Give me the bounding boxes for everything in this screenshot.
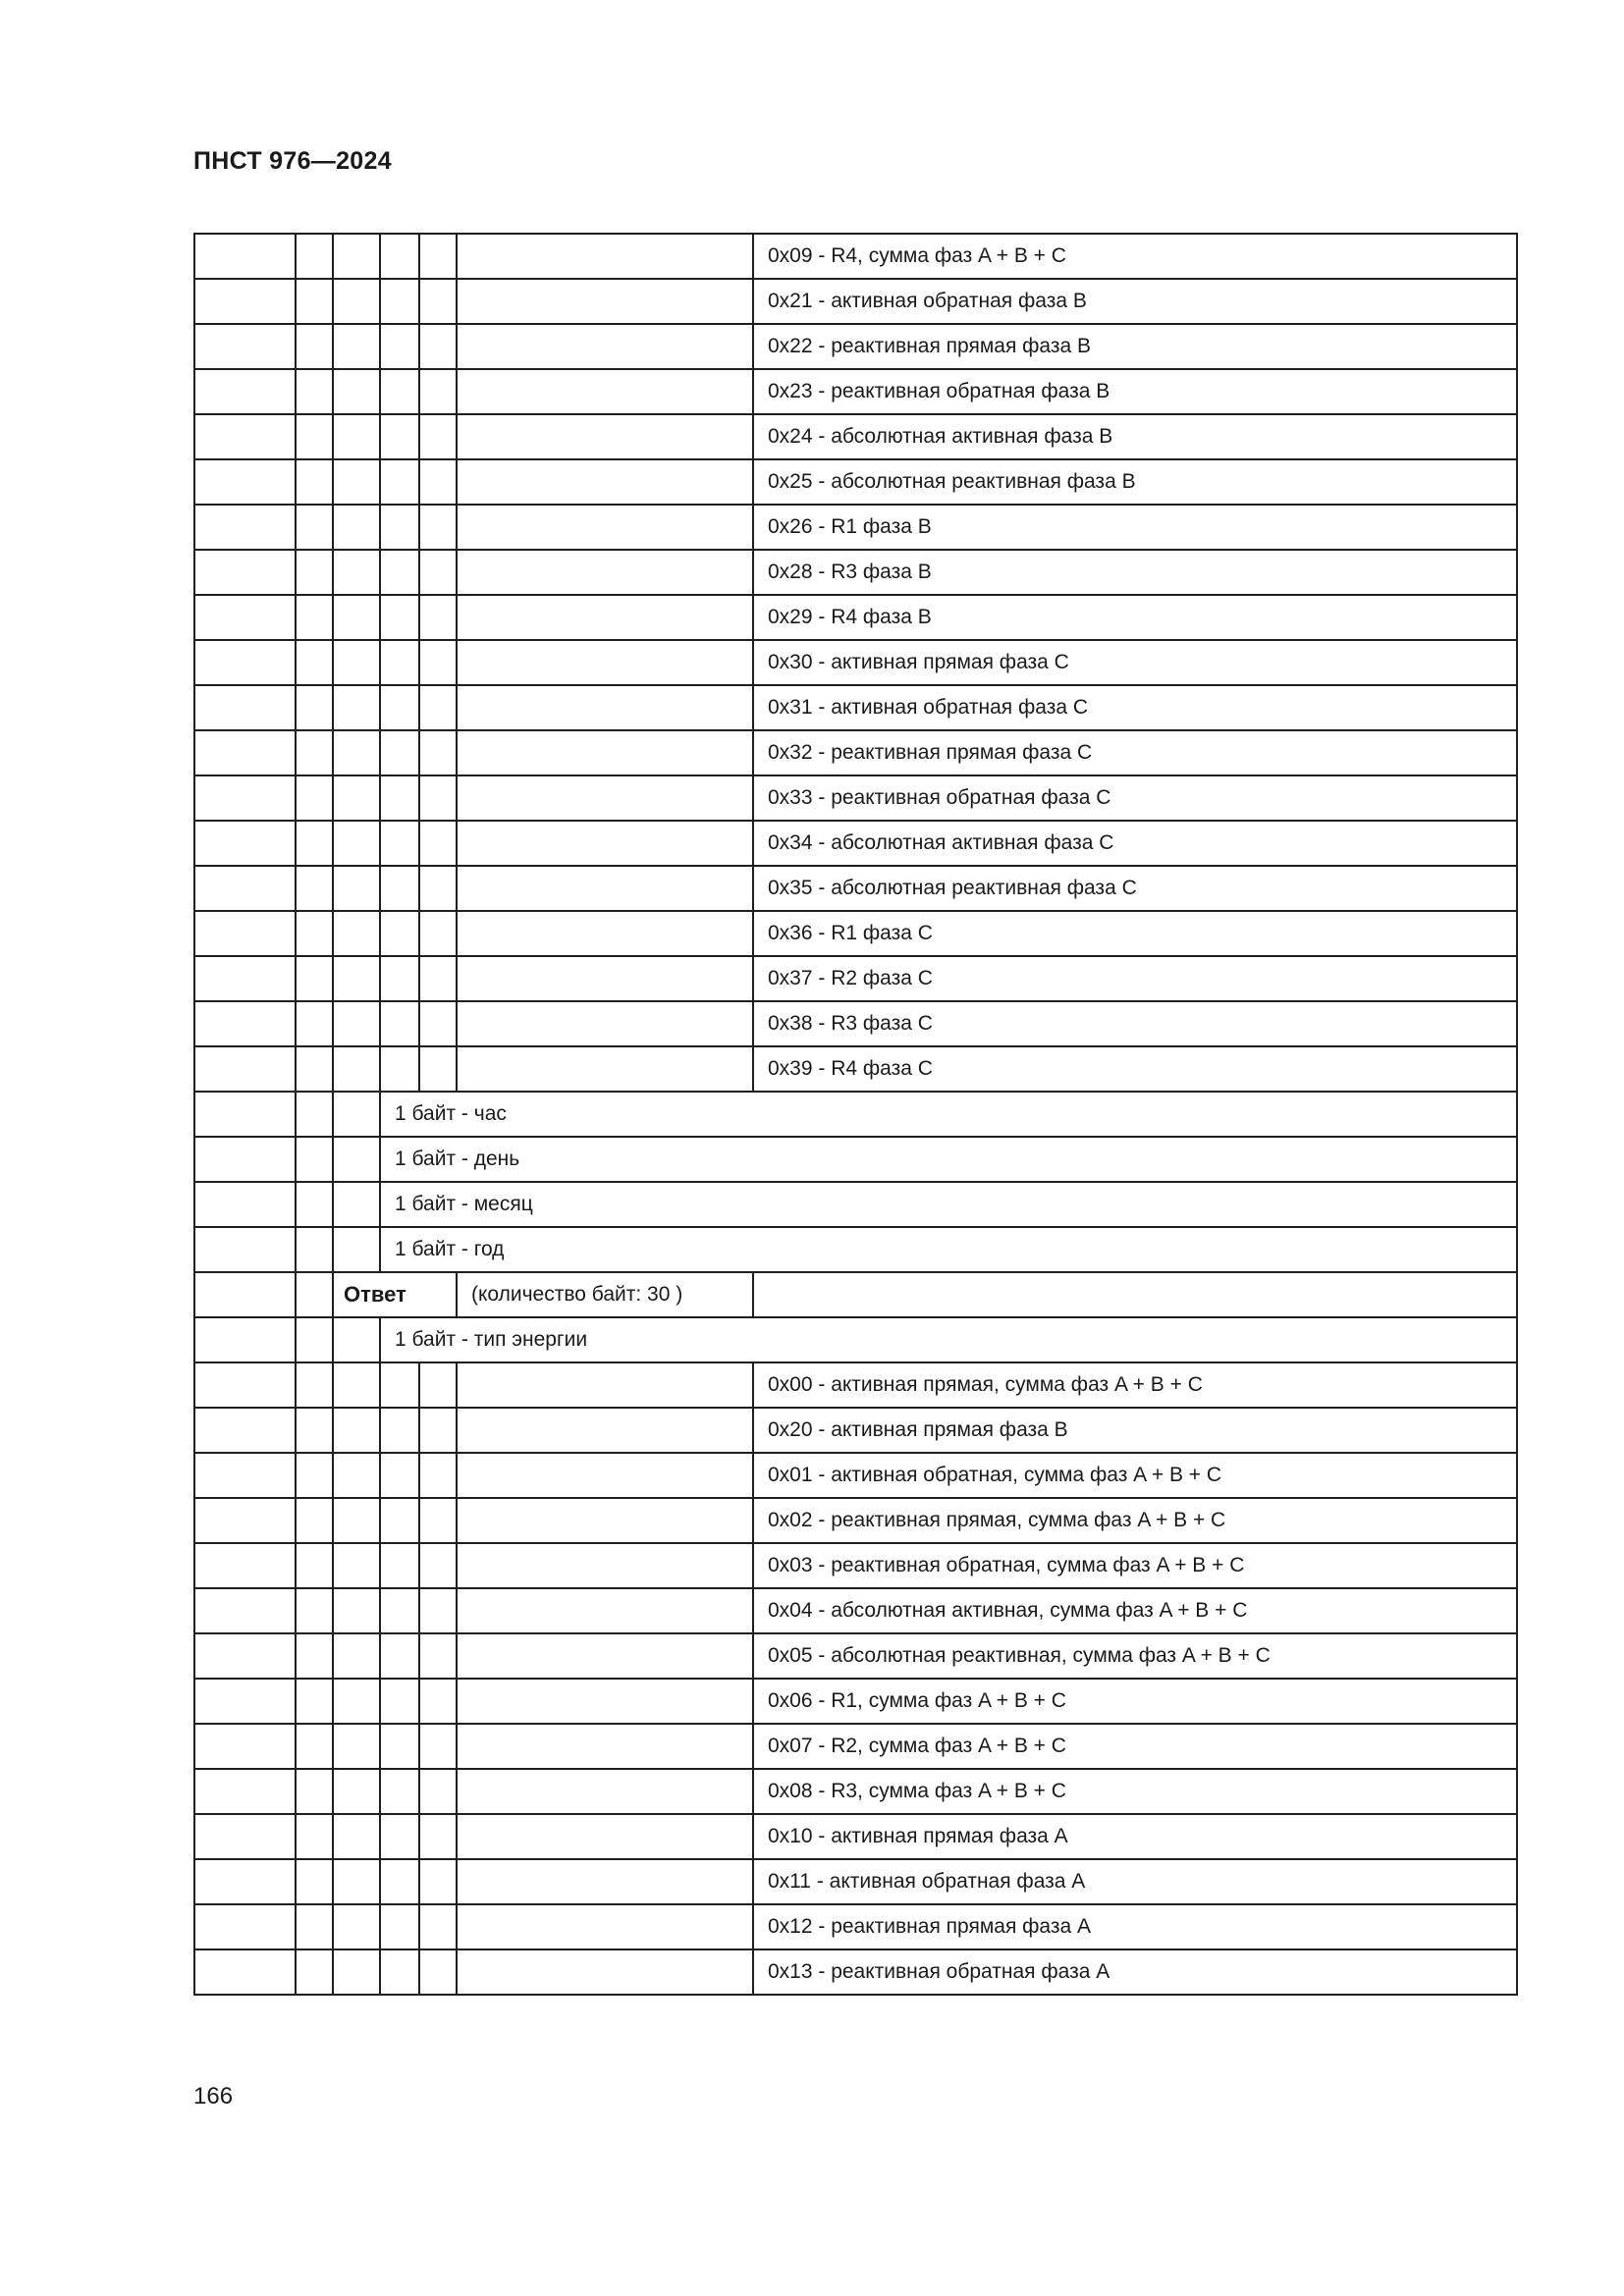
empty-cell — [380, 1001, 419, 1046]
empty-cell — [380, 1724, 419, 1769]
empty-cell — [333, 1182, 380, 1227]
empty-cell — [296, 1001, 333, 1046]
empty-cell — [457, 1362, 753, 1408]
empty-cell — [194, 550, 296, 595]
empty-cell — [419, 595, 457, 640]
empty-cell — [333, 1227, 380, 1272]
empty-cell — [296, 1543, 333, 1588]
empty-cell — [194, 1859, 296, 1904]
empty-cell — [296, 279, 333, 324]
empty-cell — [457, 324, 753, 369]
table-row — [194, 1046, 1517, 1092]
empty-cell — [194, 1633, 296, 1679]
empty-cell — [380, 1859, 419, 1904]
empty-cell — [457, 1046, 753, 1092]
empty-cell — [333, 730, 380, 775]
table-row — [194, 324, 1517, 369]
empty-cell — [419, 1724, 457, 1769]
empty-cell — [333, 685, 380, 730]
empty-cell — [194, 1182, 296, 1227]
table-row — [194, 821, 1517, 866]
empty-cell — [296, 1949, 333, 1995]
empty-cell — [457, 1498, 753, 1543]
empty-cell — [296, 1679, 333, 1724]
empty-cell — [457, 505, 753, 550]
empty-cell — [194, 1453, 296, 1498]
code-cell: 0x37 - R2 фаза C — [753, 956, 1517, 1001]
empty-cell — [457, 1859, 753, 1904]
code-cell: 0x11 - активная обратная фаза A — [753, 1859, 1517, 1904]
empty-cell — [333, 550, 380, 595]
empty-cell — [419, 1769, 457, 1814]
empty-cell — [194, 730, 296, 775]
empty-cell — [380, 866, 419, 911]
table-row — [194, 866, 1517, 911]
empty-cell — [380, 775, 419, 821]
empty-cell — [333, 505, 380, 550]
code-cell: 0x34 - абсолютная активная фаза C — [753, 821, 1517, 866]
empty-cell — [380, 550, 419, 595]
empty-cell — [457, 459, 753, 505]
empty-cell — [296, 1317, 333, 1362]
empty-cell — [380, 1543, 419, 1588]
empty-cell — [194, 414, 296, 459]
empty-cell — [194, 1362, 296, 1408]
empty-cell — [419, 1588, 457, 1633]
empty-cell — [333, 234, 380, 279]
empty-cell — [419, 369, 457, 414]
empty-cell — [296, 1453, 333, 1498]
table-row — [194, 956, 1517, 1001]
empty-cell — [296, 459, 333, 505]
empty-cell — [419, 1001, 457, 1046]
empty-cell — [333, 1679, 380, 1724]
empty-cell — [457, 414, 753, 459]
protocol-table — [193, 233, 1518, 1996]
empty-cell — [419, 1633, 457, 1679]
empty-cell — [194, 775, 296, 821]
empty-cell — [296, 1814, 333, 1859]
empty-cell — [194, 911, 296, 956]
empty-cell — [419, 1453, 457, 1498]
code-cell: 0x06 - R1, сумма фаз A + B + C — [753, 1679, 1517, 1724]
empty-cell — [194, 1046, 296, 1092]
empty-cell — [296, 911, 333, 956]
empty-cell — [457, 1588, 753, 1633]
empty-cell — [296, 821, 333, 866]
empty-cell — [457, 1904, 753, 1949]
empty-cell — [419, 1543, 457, 1588]
empty-cell — [296, 414, 333, 459]
table-row — [194, 1498, 1517, 1543]
empty-cell — [333, 279, 380, 324]
empty-cell — [194, 1317, 296, 1362]
empty-cell — [333, 1453, 380, 1498]
table-row — [194, 685, 1517, 730]
empty-cell — [380, 234, 419, 279]
empty-cell — [194, 1814, 296, 1859]
table-row — [194, 1588, 1517, 1633]
empty-cell — [296, 1227, 333, 1272]
empty-cell — [296, 369, 333, 414]
code-cell: 0x10 - активная прямая фаза A — [753, 1814, 1517, 1859]
table-row — [194, 1814, 1517, 1859]
empty-cell — [457, 369, 753, 414]
response-row — [194, 1272, 1517, 1317]
empty-cell — [419, 414, 457, 459]
empty-cell — [333, 1001, 380, 1046]
empty-cell — [296, 595, 333, 640]
empty-cell — [419, 234, 457, 279]
empty-cell — [333, 1724, 380, 1769]
empty-cell — [194, 1679, 296, 1724]
empty-cell — [457, 1814, 753, 1859]
empty-cell — [296, 1859, 333, 1904]
empty-cell — [333, 369, 380, 414]
empty-cell — [419, 1408, 457, 1453]
empty-cell — [333, 1137, 380, 1182]
empty-cell — [333, 1769, 380, 1814]
empty-cell — [457, 1949, 753, 1995]
empty-cell — [380, 1633, 419, 1679]
empty-cell — [296, 1092, 333, 1137]
empty-cell — [380, 595, 419, 640]
empty-cell — [419, 324, 457, 369]
document-code-header: ПНСТ 976—2024 — [193, 147, 392, 175]
date-field-cell: 1 байт - час — [380, 1092, 1517, 1137]
table-row — [194, 1769, 1517, 1814]
code-cell: 0x04 - абсолютная активная, сумма фаз A + B + C — [753, 1588, 1517, 1633]
empty-cell — [457, 1633, 753, 1679]
empty-cell — [380, 414, 419, 459]
table-row — [194, 1227, 1517, 1272]
code-cell: 0x02 - реактивная прямая, сумма фаз A + B + C — [753, 1498, 1517, 1543]
code-cell: 0x03 - реактивная обратная, сумма фаз A + B + C — [753, 1543, 1517, 1588]
empty-cell — [194, 685, 296, 730]
empty-cell — [380, 1904, 419, 1949]
table-row — [194, 1137, 1517, 1182]
table-row — [194, 414, 1517, 459]
empty-cell — [296, 1633, 333, 1679]
empty-cell — [333, 1092, 380, 1137]
table-row — [194, 640, 1517, 685]
empty-cell — [296, 730, 333, 775]
empty-cell — [380, 640, 419, 685]
empty-cell — [333, 640, 380, 685]
empty-cell — [333, 1588, 380, 1633]
code-cell: 0x13 - реактивная обратная фаза A — [753, 1949, 1517, 1995]
code-cell: 0x05 - абсолютная реактивная, сумма фаз A + B + C — [753, 1633, 1517, 1679]
empty-cell — [419, 775, 457, 821]
empty-cell — [419, 1949, 457, 1995]
table-row — [194, 730, 1517, 775]
table-row — [194, 1679, 1517, 1724]
empty-cell — [333, 1859, 380, 1904]
empty-cell — [194, 1949, 296, 1995]
empty-cell — [419, 640, 457, 685]
empty-cell — [380, 1453, 419, 1498]
empty-cell — [296, 324, 333, 369]
empty-cell — [194, 1588, 296, 1633]
table-row — [194, 1408, 1517, 1453]
table-row — [194, 1453, 1517, 1498]
empty-cell — [419, 956, 457, 1001]
empty-cell — [194, 324, 296, 369]
table-row — [194, 1543, 1517, 1588]
empty-cell — [457, 640, 753, 685]
empty-cell — [419, 730, 457, 775]
empty-cell — [296, 1362, 333, 1408]
empty-cell — [194, 1227, 296, 1272]
empty-cell — [296, 1272, 333, 1317]
table-row — [194, 595, 1517, 640]
code-cell: 0x39 - R4 фаза C — [753, 1046, 1517, 1092]
code-cell: 0x20 - активная прямая фаза B — [753, 1408, 1517, 1453]
empty-cell — [419, 911, 457, 956]
empty-cell — [457, 1408, 753, 1453]
code-cell: 0x32 - реактивная прямая фаза C — [753, 730, 1517, 775]
empty-cell — [194, 1498, 296, 1543]
table-row — [194, 1859, 1517, 1904]
empty-cell — [194, 1904, 296, 1949]
empty-cell — [380, 730, 419, 775]
empty-cell — [419, 459, 457, 505]
empty-cell — [194, 369, 296, 414]
empty-cell — [296, 1588, 333, 1633]
empty-cell — [194, 866, 296, 911]
empty-cell — [296, 956, 333, 1001]
empty-cell — [194, 1543, 296, 1588]
empty-cell — [333, 1408, 380, 1453]
table-row — [194, 911, 1517, 956]
empty-cell — [194, 1408, 296, 1453]
empty-cell — [194, 505, 296, 550]
empty-cell — [333, 1046, 380, 1092]
protocol-table-body — [194, 234, 1517, 1995]
empty-cell — [296, 1498, 333, 1543]
empty-cell — [753, 1272, 1517, 1317]
empty-cell — [380, 1769, 419, 1814]
code-cell: 0x01 - активная обратная, сумма фаз A + B + C — [753, 1453, 1517, 1498]
empty-cell — [380, 1814, 419, 1859]
empty-cell — [419, 550, 457, 595]
page-number: 166 — [193, 2083, 234, 2109]
date-field-cell: 1 байт - месяц — [380, 1182, 1517, 1227]
empty-cell — [380, 1679, 419, 1724]
table-row — [194, 1001, 1517, 1046]
empty-cell — [419, 866, 457, 911]
empty-cell — [333, 459, 380, 505]
empty-cell — [419, 1046, 457, 1092]
code-cell: 0x33 - реактивная обратная фаза C — [753, 775, 1517, 821]
empty-cell — [333, 1814, 380, 1859]
empty-cell — [380, 685, 419, 730]
code-cell: 0x35 - абсолютная реактивная фаза C — [753, 866, 1517, 911]
empty-cell — [194, 821, 296, 866]
empty-cell — [296, 775, 333, 821]
empty-cell — [457, 1543, 753, 1588]
empty-cell — [333, 595, 380, 640]
code-cell: 0x21 - активная обратная фаза B — [753, 279, 1517, 324]
empty-cell — [419, 821, 457, 866]
empty-cell — [194, 459, 296, 505]
table-row — [194, 369, 1517, 414]
empty-cell — [333, 1633, 380, 1679]
empty-cell — [457, 866, 753, 911]
empty-cell — [457, 1001, 753, 1046]
empty-cell — [419, 1362, 457, 1408]
empty-cell — [296, 505, 333, 550]
empty-cell — [419, 505, 457, 550]
table-row — [194, 550, 1517, 595]
empty-cell — [296, 1769, 333, 1814]
empty-cell — [333, 911, 380, 956]
table-row — [194, 234, 1517, 279]
empty-cell — [296, 234, 333, 279]
table-row — [194, 1362, 1517, 1408]
empty-cell — [333, 1362, 380, 1408]
code-cell: 0x24 - абсолютная активная фаза B — [753, 414, 1517, 459]
empty-cell — [194, 1769, 296, 1814]
empty-cell — [194, 1001, 296, 1046]
energy-type-cell: 1 байт - тип энергии — [380, 1317, 1517, 1362]
code-cell: 0x26 - R1 фаза B — [753, 505, 1517, 550]
table-row — [194, 1182, 1517, 1227]
table-row — [194, 1317, 1517, 1362]
empty-cell — [419, 279, 457, 324]
empty-cell — [457, 1453, 753, 1498]
empty-cell — [380, 459, 419, 505]
empty-cell — [457, 279, 753, 324]
empty-cell — [380, 1046, 419, 1092]
table-row — [194, 1904, 1517, 1949]
empty-cell — [457, 911, 753, 956]
empty-cell — [457, 956, 753, 1001]
empty-cell — [457, 1679, 753, 1724]
table-row — [194, 459, 1517, 505]
empty-cell — [194, 956, 296, 1001]
response-label: Ответ — [333, 1272, 457, 1317]
empty-cell — [194, 1724, 296, 1769]
empty-cell — [457, 821, 753, 866]
table-row — [194, 775, 1517, 821]
code-cell: 0x12 - реактивная прямая фаза A — [753, 1904, 1517, 1949]
empty-cell — [333, 324, 380, 369]
empty-cell — [194, 234, 296, 279]
empty-cell — [380, 911, 419, 956]
empty-cell — [194, 1092, 296, 1137]
empty-cell — [194, 595, 296, 640]
empty-cell — [419, 685, 457, 730]
date-field-cell: 1 байт - день — [380, 1137, 1517, 1182]
table-row — [194, 1949, 1517, 1995]
code-cell: 0x29 - R4 фаза B — [753, 595, 1517, 640]
empty-cell — [380, 956, 419, 1001]
code-cell: 0x30 - активная прямая фаза C — [753, 640, 1517, 685]
empty-cell — [380, 1362, 419, 1408]
empty-cell — [380, 279, 419, 324]
empty-cell — [380, 1408, 419, 1453]
empty-cell — [296, 1408, 333, 1453]
code-cell: 0x07 - R2, сумма фаз A + B + C — [753, 1724, 1517, 1769]
empty-cell — [194, 1272, 296, 1317]
empty-cell — [457, 730, 753, 775]
table-row — [194, 1633, 1517, 1679]
empty-cell — [333, 821, 380, 866]
empty-cell — [419, 1859, 457, 1904]
empty-cell — [194, 279, 296, 324]
empty-cell — [419, 1498, 457, 1543]
empty-cell — [457, 1769, 753, 1814]
table-row — [194, 1724, 1517, 1769]
empty-cell — [194, 1137, 296, 1182]
empty-cell — [296, 1182, 333, 1227]
code-cell: 0x22 - реактивная прямая фаза B — [753, 324, 1517, 369]
empty-cell — [333, 1498, 380, 1543]
code-cell: 0x36 - R1 фаза C — [753, 911, 1517, 956]
empty-cell — [380, 505, 419, 550]
empty-cell — [380, 1949, 419, 1995]
empty-cell — [296, 685, 333, 730]
table-row — [194, 1092, 1517, 1137]
empty-cell — [457, 550, 753, 595]
empty-cell — [457, 685, 753, 730]
date-field-cell: 1 байт - год — [380, 1227, 1517, 1272]
code-cell: 0x28 - R3 фаза B — [753, 550, 1517, 595]
code-cell: 0x09 - R4, сумма фаз A + B + C — [753, 234, 1517, 279]
table-row — [194, 505, 1517, 550]
table-row — [194, 279, 1517, 324]
empty-cell — [333, 1543, 380, 1588]
code-cell: 0x25 - абсолютная реактивная фаза B — [753, 459, 1517, 505]
code-cell: 0x38 - R3 фаза C — [753, 1001, 1517, 1046]
empty-cell — [333, 866, 380, 911]
empty-cell — [296, 640, 333, 685]
code-cell: 0x00 - активная прямая, сумма фаз A + B + C — [753, 1362, 1517, 1408]
empty-cell — [296, 1904, 333, 1949]
empty-cell — [419, 1904, 457, 1949]
empty-cell — [333, 1317, 380, 1362]
empty-cell — [296, 1046, 333, 1092]
empty-cell — [419, 1679, 457, 1724]
empty-cell — [333, 775, 380, 821]
code-cell: 0x23 - реактивная обратная фаза B — [753, 369, 1517, 414]
empty-cell — [457, 595, 753, 640]
empty-cell — [296, 1137, 333, 1182]
empty-cell — [457, 1724, 753, 1769]
empty-cell — [194, 640, 296, 685]
empty-cell — [333, 956, 380, 1001]
empty-cell — [380, 821, 419, 866]
empty-cell — [457, 234, 753, 279]
empty-cell — [333, 1904, 380, 1949]
empty-cell — [419, 1814, 457, 1859]
response-byte-count: (количество байт: 30 ) — [457, 1272, 753, 1317]
empty-cell — [380, 324, 419, 369]
empty-cell — [333, 1949, 380, 1995]
empty-cell — [296, 550, 333, 595]
empty-cell — [457, 775, 753, 821]
empty-cell — [333, 414, 380, 459]
code-cell: 0x31 - активная обратная фаза C — [753, 685, 1517, 730]
code-cell: 0x08 - R3, сумма фаз A + B + C — [753, 1769, 1517, 1814]
empty-cell — [380, 1498, 419, 1543]
empty-cell — [380, 369, 419, 414]
empty-cell — [380, 1588, 419, 1633]
empty-cell — [296, 1724, 333, 1769]
empty-cell — [296, 866, 333, 911]
